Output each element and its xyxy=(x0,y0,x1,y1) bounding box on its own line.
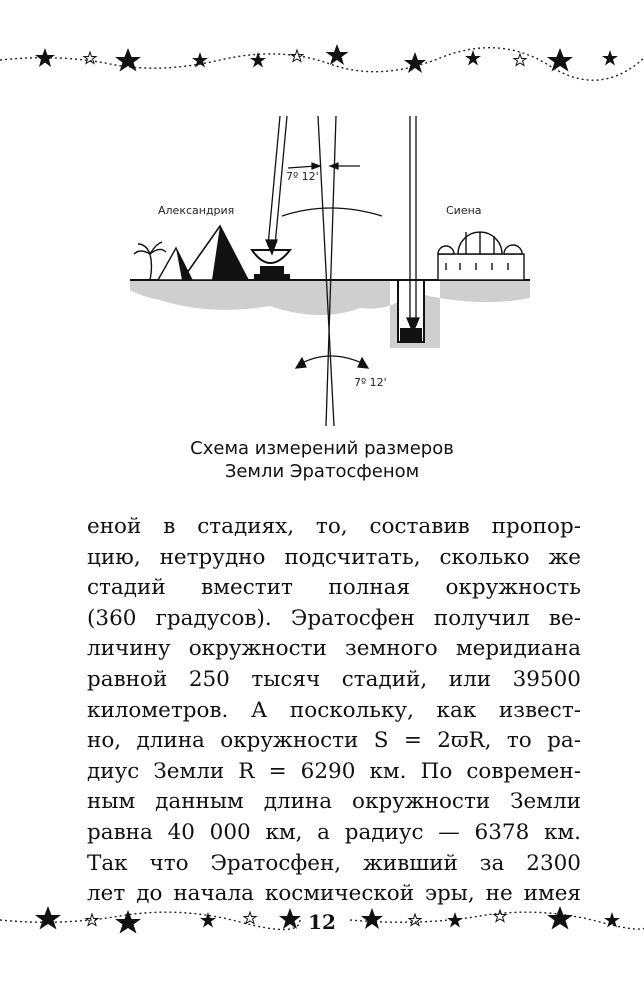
text-line: Так что Эратосфен, живший за 2300 xyxy=(87,850,581,876)
text-line: лет до начала космической эры, не имея xyxy=(87,881,581,907)
sun-rays xyxy=(266,116,419,426)
star-outline-icon xyxy=(84,52,96,64)
body-paragraph xyxy=(87,512,581,910)
star-icon xyxy=(602,50,618,66)
text-line: равной 250 тысяч стадий, или 39500 xyxy=(87,666,581,692)
star-outline-icon xyxy=(514,54,526,66)
label-alexandria: Александрия xyxy=(158,204,235,217)
eratosthenes-diagram xyxy=(120,108,540,438)
top-star-border xyxy=(0,38,644,88)
text-line: личину окружности земного меридиана xyxy=(87,636,581,662)
figure-caption-line-2: Земли Эратосфеном xyxy=(224,461,420,482)
text-line: (360 градусов). Эратосфен получил ве- xyxy=(87,605,581,631)
star-icon xyxy=(115,48,141,72)
star-icon xyxy=(547,48,573,72)
text-line: цию, нетрудно подсчитать, сколько же xyxy=(87,544,581,570)
star-icon xyxy=(326,44,349,65)
siena-buildings xyxy=(438,232,524,280)
text-line: ным данным длина окружности Земли xyxy=(87,789,581,815)
angle-label-bottom: 7º 12' xyxy=(354,376,387,389)
well-water xyxy=(400,328,422,341)
text-line: но, длина окружности S = 2ϖR, то ра- xyxy=(87,728,581,754)
angle-label-top: 7º 12' xyxy=(286,170,319,183)
star-icon xyxy=(404,52,426,73)
text-line: равна 40 000 км, а радиус — 6378 км. xyxy=(87,819,581,845)
star-icon xyxy=(465,50,481,66)
label-siena: Сиена xyxy=(446,204,482,217)
star-outline-icon xyxy=(291,50,303,62)
text-line: диус Земли R = 6290 км. По современ- xyxy=(87,758,581,784)
figure-caption-line-1: Схема измерений размеров xyxy=(190,438,454,459)
page-number: 12 xyxy=(308,910,336,934)
text-line: километров. А поскольку, как извест- xyxy=(87,697,581,723)
text-line: стадий вместит полная окружность xyxy=(87,575,581,601)
text-line: еной в стадиях, то, составив пропор- xyxy=(87,514,581,539)
angle-markers xyxy=(282,163,382,368)
